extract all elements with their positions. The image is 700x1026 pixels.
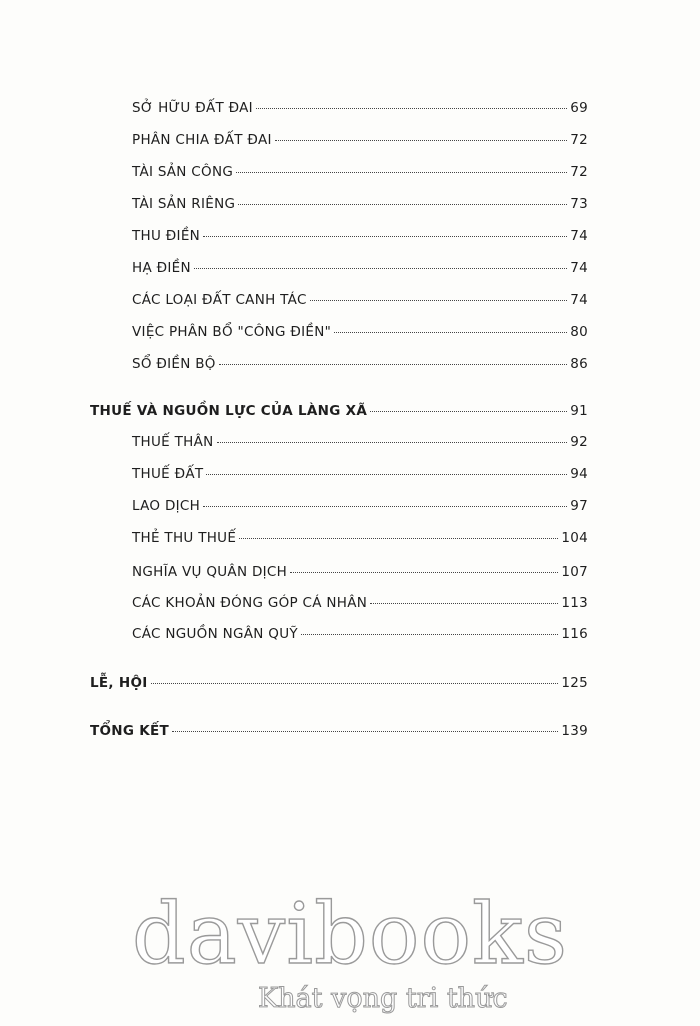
toc-entry-page: 94 [570,466,588,482]
toc-entry-page: 72 [570,132,588,148]
toc-section-le-hoi[interactable] [90,675,588,695]
toc-entry-title: VIỆC PHÂN BỔ "CÔNG ĐIỀN" [132,324,332,340]
toc-entry-page: 74 [570,292,588,308]
dot-leader [219,364,567,365]
dot-leader [290,572,558,573]
toc-section-title: TỔNG KẾT [90,723,170,739]
dot-leader [217,442,568,443]
dot-leader [334,332,567,333]
toc-entry-title: SỔ ĐIỀN BỘ [132,356,216,372]
dot-leader [275,140,567,141]
dot-leader [151,683,559,684]
toc-entry-cac-nguon-ngan-quy[interactable] [132,626,588,646]
toc-entry-page: 86 [570,356,588,372]
toc-entry-so-dien-bo[interactable] [132,356,588,376]
dot-leader [194,268,567,269]
dot-leader [256,108,567,109]
dot-leader [301,634,558,635]
toc-entry-title: THUẾ ĐẤT [132,466,204,482]
watermark-brand: davibooks [131,885,569,983]
toc-entry-tai-san-cong[interactable] [132,164,588,184]
dot-leader [238,204,567,205]
toc-entry-page: 116 [561,626,588,642]
toc-entry-page: 92 [570,434,588,450]
toc-entry-cac-loai-dat-canh-tac[interactable] [132,292,588,312]
toc-entry-thu-dien[interactable] [132,228,588,248]
toc-section-title: THUẾ VÀ NGUỒN LỰC CỦA LÀNG XÃ [90,403,368,419]
toc-entry-nghia-vu-quan-dich[interactable] [132,564,588,584]
toc-entry-page: 113 [561,595,588,611]
toc-section-thue-va-nguon-luc[interactable] [90,403,588,423]
dot-leader [370,603,558,604]
toc-entry-title: CÁC LOẠI ĐẤT CANH TÁC [132,292,307,308]
toc-entry-title: HẠ ĐIỀN [132,260,191,276]
toc-entry-page: 74 [570,228,588,244]
toc-entry-page: 69 [570,100,588,116]
toc-entry-the-thu-thue[interactable] [132,530,588,550]
toc-entry-title: PHÂN CHIA ĐẤT ĐAI [132,132,272,148]
toc-section-page: 125 [561,675,588,691]
toc-entry-tai-san-rieng[interactable] [132,196,588,216]
dot-leader [203,236,567,237]
toc-entry-cac-khoan-dong-gop[interactable] [132,595,588,615]
toc-entry-thue-dat[interactable] [132,466,588,486]
dot-leader [370,411,567,412]
toc-entry-page: 74 [570,260,588,276]
toc-entry-title: SỞ HỮU ĐẤT ĐAI [132,100,253,116]
toc-entry-title: LAO DỊCH [132,498,201,514]
toc-entry-ha-dien[interactable] [132,260,588,280]
dot-leader [236,172,567,173]
dot-leader [206,474,567,475]
toc-entry-title: THUẾ THÂN [132,434,214,450]
toc-entry-page: 104 [561,530,588,546]
toc-entry-so-huu-dat-dai[interactable] [132,100,588,120]
toc-entry-title: TÀI SẢN CÔNG [132,164,234,180]
toc-entry-title: CÁC NGUỒN NGÂN QUỸ [132,626,298,642]
dot-leader [203,506,567,507]
toc-entry-page: 97 [570,498,588,514]
toc-entry-phan-chia-dat-dai[interactable] [132,132,588,152]
dot-leader [239,538,558,539]
toc-entry-title: CÁC KHOẢN ĐÓNG GÓP CÁ NHÂN [132,595,368,611]
dot-leader [310,300,568,301]
toc-section-tong-ket[interactable] [90,723,588,743]
toc-entry-page: 107 [561,564,588,580]
toc-entry-title: TÀI SẢN RIÊNG [132,196,236,212]
toc-entry-thue-than[interactable] [132,434,588,454]
watermark-tagline: Khát vọng tri thức [258,983,508,1014]
toc-entry-page: 80 [570,324,588,340]
toc-section-title: LỄ, HỘI [90,675,148,691]
toc-entry-page: 73 [570,196,588,212]
toc-entry-title: NGHĨA VỤ QUÂN DỊCH [132,564,288,580]
toc-entry-lao-dich[interactable] [132,498,588,518]
dot-leader [172,731,558,732]
toc-entry-page: 72 [570,164,588,180]
toc-entry-title: THẺ THU THUẾ [132,530,237,546]
toc-entry-viec-phan-bo-cong-dien[interactable] [132,324,588,344]
toc-section-page: 139 [561,723,588,739]
toc-entry-title: THU ĐIỀN [132,228,201,244]
toc-section-page: 91 [570,403,588,419]
